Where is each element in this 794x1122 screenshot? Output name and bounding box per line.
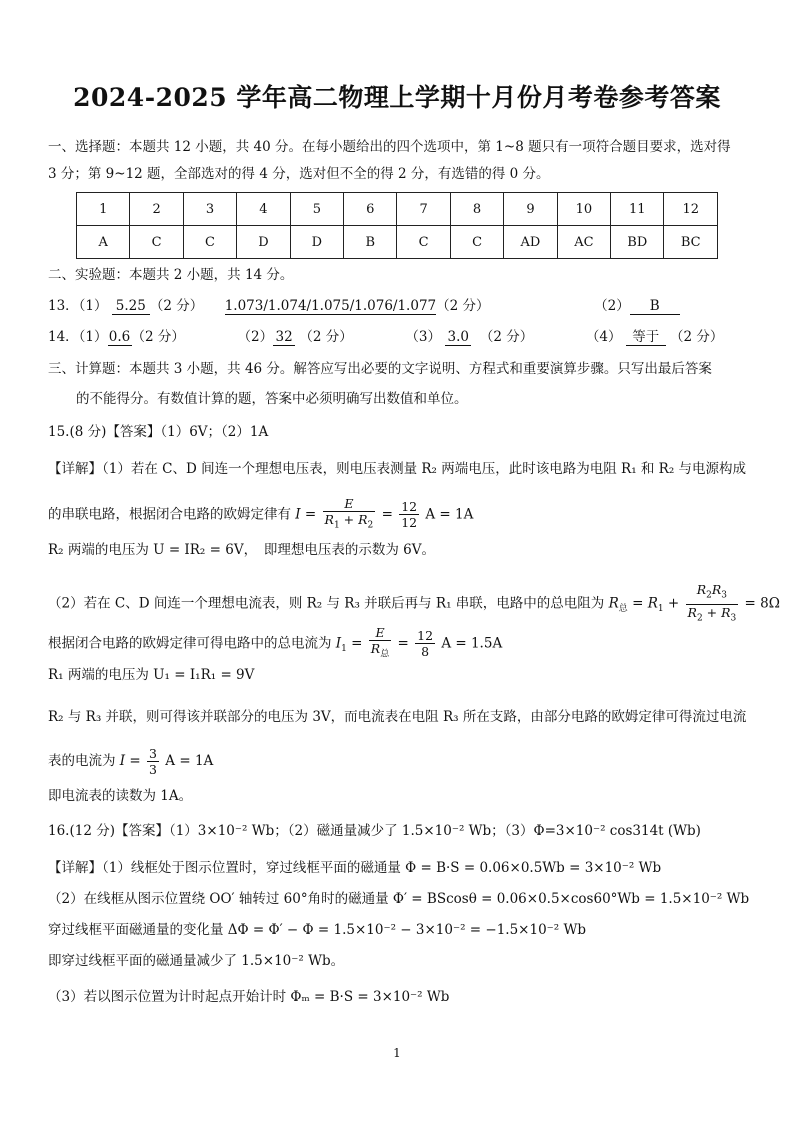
- choice-answer-table: [76, 192, 718, 259]
- q16-detail-line3: 穿过线框平面磁通量的变化量 ΔΦ = Φ′ − Φ = 1.5×10⁻² − 3×10⁻² = −1.5×10⁻² Wb: [48, 922, 587, 938]
- q15-text: 的串联电路，根据闭合电路的欧姆定律有: [48, 506, 291, 523]
- table-cell: 6: [344, 193, 397, 226]
- table-cell: C: [183, 226, 236, 259]
- table-cell: B: [344, 226, 397, 259]
- q14-score-3: （2 分）: [479, 329, 534, 345]
- section1-line2: 3 分；第 9~12 题，全部选对的得 4 分，选对但不全的得 2 分，有选错的得 0 分。: [48, 166, 550, 182]
- q13-answer-2: 1.073/1.074/1.075/1.076/1.077: [224, 298, 437, 314]
- q14-part4-label: （4）: [585, 329, 622, 345]
- q13-answer-1: 5.25: [112, 298, 150, 315]
- q14-answer-4: 等于: [626, 329, 666, 346]
- table-cell: 9: [504, 193, 557, 226]
- table-cell: 7: [397, 193, 450, 226]
- q15-text: A = 1A: [165, 753, 214, 769]
- q16-detail-line2: （2）在线框从图示位置绕 OO′ 轴转过 60°角时的磁通量 Φ′ = BScosθ = 0.06×0.5×cos60°Wb = 1.5×10⁻² Wb: [48, 891, 750, 907]
- q14-answer-3: 3.0: [445, 329, 471, 346]
- q16-detail-line4: 即穿过线框平面的磁通量减少了 1.5×10⁻² Wb。: [48, 953, 345, 969]
- q14-line: [48, 328, 754, 346]
- table-row-numbers: [77, 193, 718, 226]
- q14-score-2: （2 分）: [299, 329, 353, 345]
- q13-score-2: （2 分）: [436, 298, 490, 314]
- table-cell: 12: [664, 193, 718, 226]
- q13-answer-3: B: [630, 298, 680, 315]
- table-cell: C: [397, 226, 450, 259]
- q14-part2-label: （2）: [237, 329, 274, 345]
- formula-fraction: $\frac{E}{R_1 + R_2}$: [324, 496, 374, 531]
- table-cell: 3: [183, 193, 236, 226]
- q14-label: 14．（1）: [48, 329, 108, 345]
- q15-text: 根据闭合电路的欧姆定律可得电路中的总电流为: [48, 635, 332, 652]
- table-cell: AC: [557, 226, 610, 259]
- table-cell: C: [130, 226, 183, 259]
- q15-text: A = 1.5A: [441, 635, 503, 652]
- table-cell: 1: [77, 193, 130, 226]
- table-cell: 4: [237, 193, 290, 226]
- section2-header: 二、实验题：本题共 2 小题，共 14 分。: [48, 267, 294, 283]
- page-title: 2024-2025 学年高二物理上学期十月份月考卷参考答案: [73, 83, 721, 112]
- table-cell: 8: [450, 193, 503, 226]
- q16-detail-line5: （3）若以图示位置为计时起点开始计时 Φₘ = B·S = 3×10⁻² Wb: [48, 989, 450, 1005]
- q15-detail-line9: 即电流表的读数为 1A。: [48, 788, 193, 804]
- table-cell: BC: [664, 226, 718, 259]
- q15-detail-line2: 的串联电路，根据闭合电路的欧姆定律有 I = $\frac{E}{R_1 + R_2}$ = $\frac{12}{12}$ A = 1A: [48, 496, 754, 534]
- q14-answer-2: 32: [273, 329, 295, 346]
- table-row-answers: [77, 226, 718, 259]
- q15-detail-line4: （2）若在 C、D 间连一个理想电流表，则 R₂ 与 R₃ 并联后再与 R₁ 串联，电路中的总电阻为 $R_总 = R_1$ + $\frac{R_2R_3}{R_2 + R_3}$ = 8Ω: [48, 582, 754, 626]
- q13-score-1: （2 分）: [149, 298, 204, 314]
- q15-detail-line8: 表的电流为 I = $\frac{3}{3}$ A = 1A: [48, 746, 214, 777]
- formula-fraction: $\frac{E}{R_总}$: [370, 625, 390, 660]
- table-cell: 11: [611, 193, 664, 226]
- q15-answer-head: 15.(8 分)【答案】（1）6V；（2）1A: [48, 424, 269, 440]
- page-number: 1: [393, 1046, 401, 1060]
- table-cell: A: [77, 226, 130, 259]
- formula-fraction: $\frac{12}{12}$: [401, 499, 418, 531]
- section3-line2: 的不能得分。有数值计算的题，答案中必须明确写出数值和单位。: [76, 391, 468, 407]
- q13-label: 13．（1）: [48, 298, 108, 314]
- table-cell: D: [290, 226, 343, 259]
- q14-score-4: （2 分）: [670, 329, 724, 345]
- q15-detail-line3: R₂ 两端的电压为 U = IR₂ = 6V， 即理想电压表的示数为 6V。: [48, 542, 435, 558]
- table-cell: 5: [290, 193, 343, 226]
- q15-text: = 8Ω: [744, 595, 780, 612]
- q16-detail-line1: 【详解】（1）线框处于图示位置时，穿过线框平面的磁通量 Φ = B·S = 0.06×0.5Wb = 3×10⁻² Wb: [48, 860, 662, 876]
- table-cell: 10: [557, 193, 610, 226]
- q15-detail-line5: 根据闭合电路的欧姆定律可得电路中的总电流为 $I_1$ = $\frac{E}{R_总}$ = $\frac{12}{8}$ A = 1.5A: [48, 625, 754, 663]
- section1-line1: 一、选择题：本题共 12 小题，共 40 分。在每小题给出的四个选项中，第 1~8 题只有一项符合题目要求，选对得: [48, 139, 731, 155]
- q16-answer-head: 16.(12 分)【答案】（1）3×10⁻² Wb；（2）磁通量减少了 1.5×10⁻² Wb；（3）Φ=3×10⁻² cos314t (Wb): [48, 823, 701, 839]
- q14-score-1: （2 分）: [131, 329, 185, 345]
- q15-text: A = 1A: [425, 506, 474, 523]
- q15-detail-line7: R₂ 与 R₃ 并联，则可得该并联部分的电压为 3V，而电流表在电阻 R₃ 所在支路，由部分电路的欧姆定律可得流过电流: [48, 709, 747, 725]
- q14-part3-label: （3）: [405, 329, 441, 345]
- q14-answer-1: 0.6: [108, 329, 131, 345]
- section3-line1: 三、计算题：本题共 3 小题，共 46 分。解答应写出必要的文字说明、方程式和重要演算步骤。只写出最后答案: [48, 361, 712, 377]
- q13-line: [48, 297, 754, 315]
- formula-fraction: $\frac{3}{3}$: [149, 746, 157, 777]
- table-cell: BD: [611, 226, 664, 259]
- q15-text: （2）若在 C、D 间连一个理想电流表，则 R₂ 与 R₃ 并联后再与 R₁ 串联，电路中的总电阻为: [48, 595, 605, 612]
- q15-detail-line1: 【详解】（1）若在 C、D 间连一个理想电压表，则电压表测量 R₂ 两端电压，此时该电路为电阻 R₁ 和 R₂ 与电源构成: [48, 461, 747, 477]
- formula-fraction: $\frac{R_2R_3}{R_2 + R_3}$: [687, 582, 737, 623]
- q15-text: 表的电流为: [48, 753, 116, 769]
- formula-fraction: $\frac{12}{8}$: [417, 628, 434, 660]
- table-cell: AD: [504, 226, 557, 259]
- table-cell: D: [237, 226, 290, 259]
- table-cell: C: [450, 226, 503, 259]
- q13-part2-label: （2）: [594, 298, 630, 314]
- table-cell: 2: [130, 193, 183, 226]
- q15-detail-line6: R₁ 两端的电压为 U₁ = I₁R₁ = 9V: [48, 667, 255, 683]
